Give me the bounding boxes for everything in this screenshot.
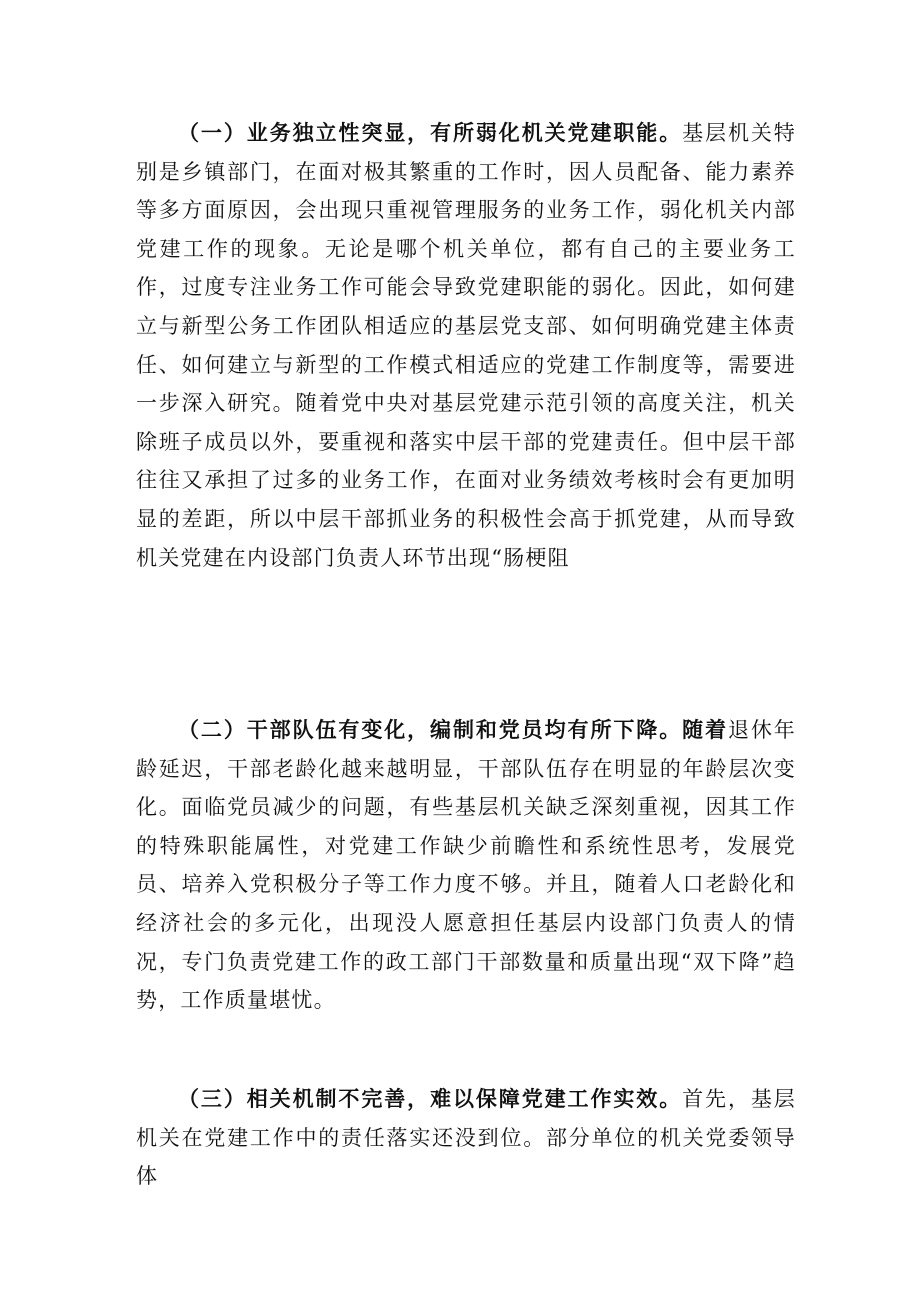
paragraph-2-body: 退休年龄延迟，干部老龄化越来越明显，干部队伍存在明显的年龄层次变化。面临党员减少的问题，有些基层机关缺乏深刻重视，因其工作的特殊职能属性，对党建工作缺少前瞻性和系统性思考，发展党员、培养入党积极分子等工作力度不够。并且，随着人口老龄化和经济社会的多元化，出现没人愿意担任基层内设部门负责人的情况，专门负责党建工作的政工部门干部数量和质量出现“双下降”趋势，工作质量堪忧。 (136, 718, 796, 1013)
paragraph-1-heading: （一）业务独立性突显，有所弱化机关党建职能。 (178, 121, 683, 145)
paragraph-2-heading: （二）干部队伍有变化，编制和党员均有所下降。随着 (178, 718, 728, 742)
paragraph-1-body: 基层机关特别是乡镇部门，在面对极其繁重的工作时，因人员配备、能力素养等多方面原因，会出现只重视管理服务的业务工作，弱化机关内部党建工作的现象。无论是哪个机关单位，都有自己的主要业务工作，过度专注业务工作可能会导致党建职能的弱化。因此，如何建立与新型公务工作团队相适应的基层党支部、如何明确党建主体责任、如何建立与新型的工作模式相适应的党建工作制度等，需要进一步深入研究。随着党中央对基层党建示范引领的高度关注，机关除班子成员以外，要重视和落实中层干部的党建责任。但中层干部往往又承担了过多的业务工作，在面对业务绩效考核时会有更加明显的差距，所以中层干部抓业务的积极性会高于抓党建，从而导致机关党建在内设部门负责人环节出现“肠梗阻 (136, 121, 797, 570)
paragraph-2 (136, 711, 796, 1020)
paragraph-3-body: 首先，基层机关在党建工作中的责任落实还没到位。部分单位的机关党委领导体 (136, 1087, 797, 1189)
paragraph-3 (136, 1080, 796, 1196)
paragraph-3-heading: （三）相关机制不完善，难以保障党建工作实效。 (178, 1087, 683, 1111)
paragraph-1 (136, 114, 796, 577)
